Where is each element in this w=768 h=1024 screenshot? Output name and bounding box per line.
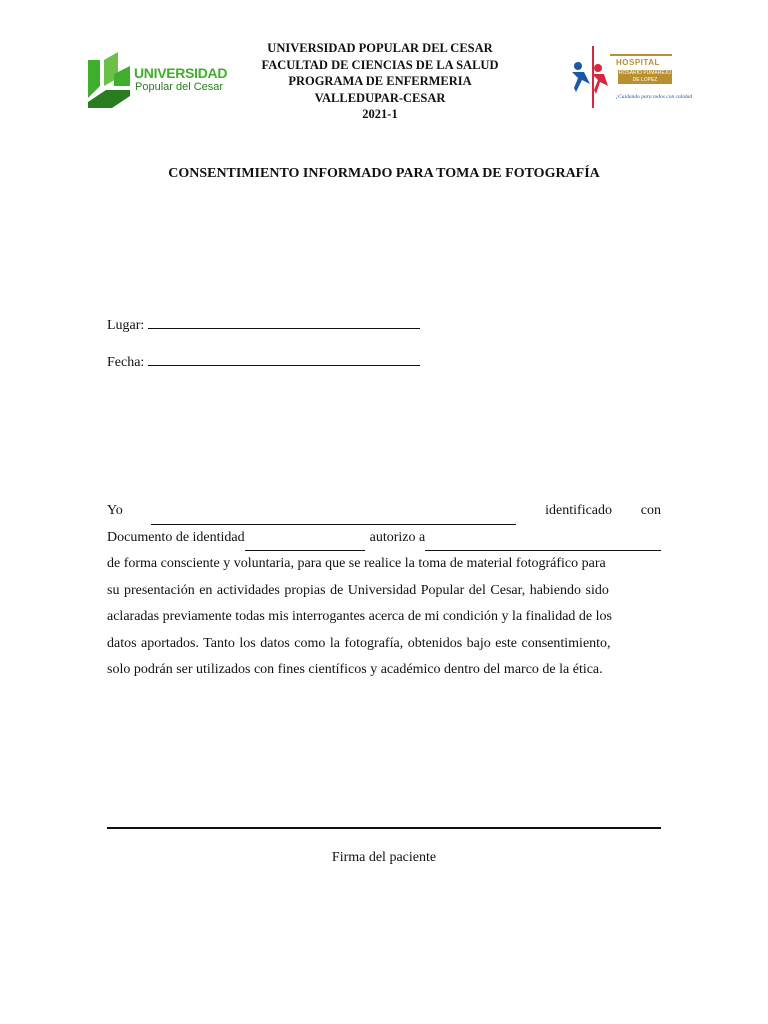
upc-logo bbox=[84, 52, 228, 110]
signature-label: Firma del paciente bbox=[331, 850, 437, 865]
consent-paragraph bbox=[107, 498, 661, 684]
upc-logo-subtitle: Popular del Cesar bbox=[135, 81, 224, 93]
lugar-blank-line[interactable] bbox=[148, 314, 420, 329]
identificado-word: identificado bbox=[545, 503, 613, 518]
header-city: VALLEDUPAR-CESAR bbox=[314, 90, 446, 105]
paragraph-line-4: su presentación en actividades propias de Universidad Popular del Cesar, habiendo sido bbox=[107, 582, 609, 598]
signature-line[interactable] bbox=[107, 827, 661, 829]
hospital-logo-top: HOSPITAL bbox=[616, 58, 660, 67]
paragraph-line-3: de forma consciente y voluntaria, para que se realice la toma de material fotográfico para bbox=[107, 556, 606, 571]
lugar-label: Lugar: bbox=[107, 318, 145, 333]
hospital-logo bbox=[566, 46, 693, 112]
hospital-logo-name: ROSARIO PUMAREJO DE LOPEZ bbox=[618, 70, 672, 83]
fecha-field bbox=[107, 351, 420, 371]
con-word: con bbox=[640, 503, 661, 518]
header-period: 2021-1 bbox=[362, 107, 398, 121]
paragraph-line-6: datos aportados. Tanto los datos como la fotografía, obtenidos bajo este consentimiento, bbox=[107, 635, 611, 651]
fecha-blank-line[interactable] bbox=[148, 351, 420, 366]
paragraph-line-7: solo podrán ser utilizados con fines científicos y académico dentro del marco de la ética. bbox=[107, 662, 603, 677]
header-university: UNIVERSIDAD POPULAR DEL CESAR bbox=[267, 41, 493, 55]
header-program: PROGRAMA DE ENFERMERIA bbox=[288, 74, 472, 88]
document-title: CONSENTIMIENTO INFORMADO PARA TOMA DE FOTOGRAFÍA bbox=[168, 166, 600, 181]
upc-logo-name: UNIVERSIDAD bbox=[134, 65, 228, 81]
header-faculty: FACULTAD DE CIENCIAS DE LA SALUD bbox=[261, 57, 499, 72]
lugar-field bbox=[107, 314, 420, 334]
name-blank-line[interactable] bbox=[151, 508, 516, 525]
document-label: Documento de identidad bbox=[107, 529, 245, 545]
autorizo-word: autorizo a bbox=[369, 529, 426, 545]
paragraph-line-5: aclaradas previamente todas mis interrogantes acerca de mi condición y la finalidad de los bbox=[107, 609, 612, 624]
document-header bbox=[230, 40, 530, 123]
paragraph-line-2 bbox=[107, 525, 661, 552]
yo-word: Yo bbox=[107, 503, 123, 518]
document-blank-line[interactable] bbox=[245, 534, 365, 551]
hospital-figures-icon bbox=[568, 58, 612, 98]
paragraph-line-1 bbox=[107, 498, 661, 525]
fecha-label: Fecha: bbox=[107, 355, 145, 370]
authorized-blank-line[interactable] bbox=[425, 534, 661, 551]
hospital-logo-tagline: ¡Cuidando para todos con calidad bbox=[616, 94, 693, 100]
upc-logo-mark bbox=[84, 52, 134, 110]
